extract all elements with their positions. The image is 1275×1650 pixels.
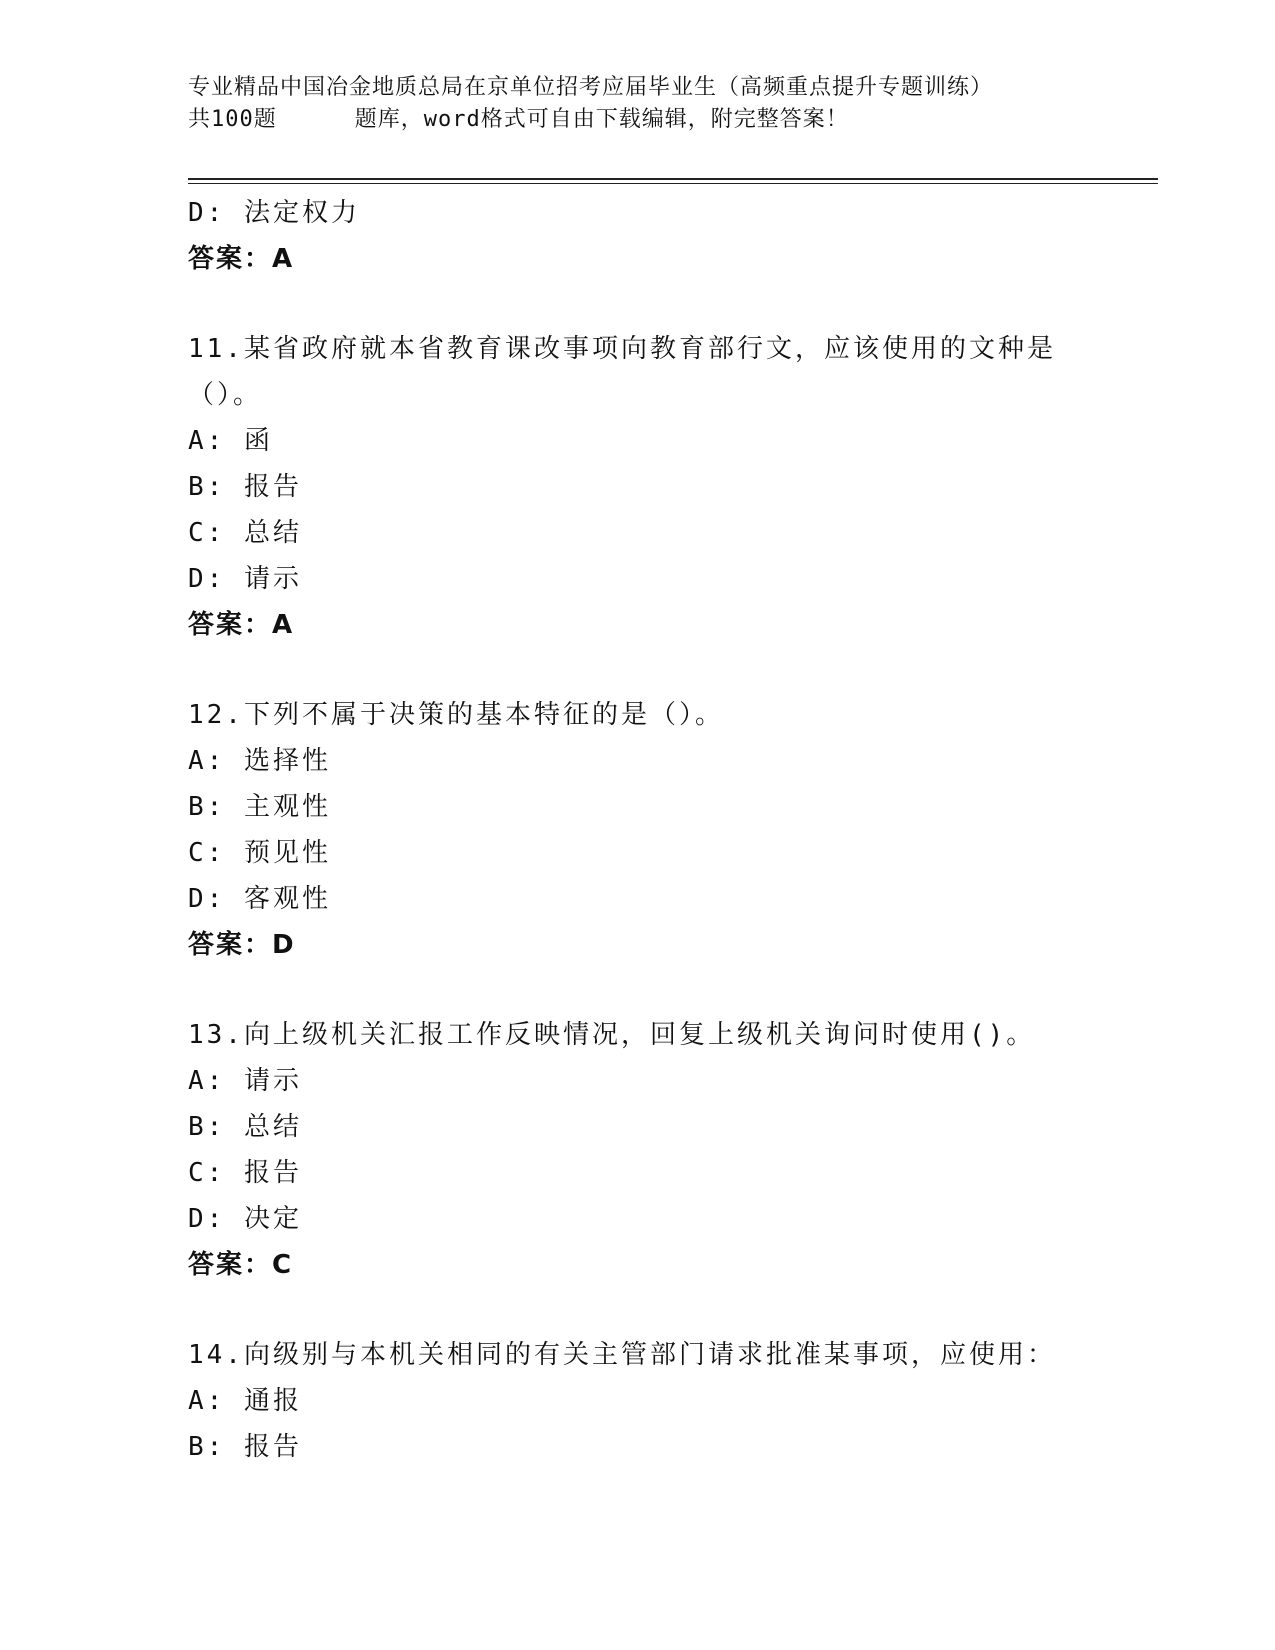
question-count: 共100题 xyxy=(188,107,277,132)
answer: 答案：A xyxy=(188,610,295,640)
question-14 xyxy=(188,1332,1088,1470)
option-c: C: 报告 xyxy=(188,1158,302,1188)
question-12 xyxy=(188,692,1088,968)
question-11 xyxy=(188,326,1088,648)
answer: 答案：D xyxy=(188,930,296,960)
header-title: 专业精品中国冶金地质总局在京单位招考应届毕业生（高频重点提升专题训练） xyxy=(188,75,994,100)
header-description: 题库，word格式可自由下载编辑，附完整答案！ xyxy=(354,107,849,132)
header-subtitle xyxy=(188,104,1158,136)
question-list xyxy=(188,190,1088,1470)
prev-answer: 答案：A xyxy=(188,244,295,274)
option-a: A: 选择性 xyxy=(188,746,331,776)
prev-option-d: D: 法定权力 xyxy=(188,198,360,228)
question-13 xyxy=(188,1012,1088,1288)
question-text: 11.某省政府就本省教育课改事项向教育部行文，应该使用的文种是（）。 xyxy=(188,334,1056,410)
question-text: 13.向上级机关汇报工作反映情况，回复上级机关询问时使用()。 xyxy=(188,1020,1036,1050)
document-header xyxy=(188,72,1158,136)
option-b: B: 报告 xyxy=(188,1432,302,1462)
option-a: A: 请示 xyxy=(188,1066,302,1096)
option-a: A: 函 xyxy=(188,426,273,456)
question-text: 14.向级别与本机关相同的有关主管部门请求批准某事项，应使用： xyxy=(188,1340,1056,1370)
header-divider-thin xyxy=(188,183,1158,184)
option-c: C: 总结 xyxy=(188,518,302,548)
header-divider-thick xyxy=(188,178,1158,180)
option-b: B: 报告 xyxy=(188,472,302,502)
option-d: D: 客观性 xyxy=(188,884,331,914)
answer: 答案：C xyxy=(188,1250,294,1280)
option-a: A: 通报 xyxy=(188,1386,302,1416)
question-text: 12.下列不属于决策的基本特征的是（）。 xyxy=(188,700,724,730)
option-c: C: 预见性 xyxy=(188,838,331,868)
option-d: D: 决定 xyxy=(188,1204,302,1234)
option-b: B: 主观性 xyxy=(188,792,331,822)
option-b: B: 总结 xyxy=(188,1112,302,1142)
option-d: D: 请示 xyxy=(188,564,302,594)
